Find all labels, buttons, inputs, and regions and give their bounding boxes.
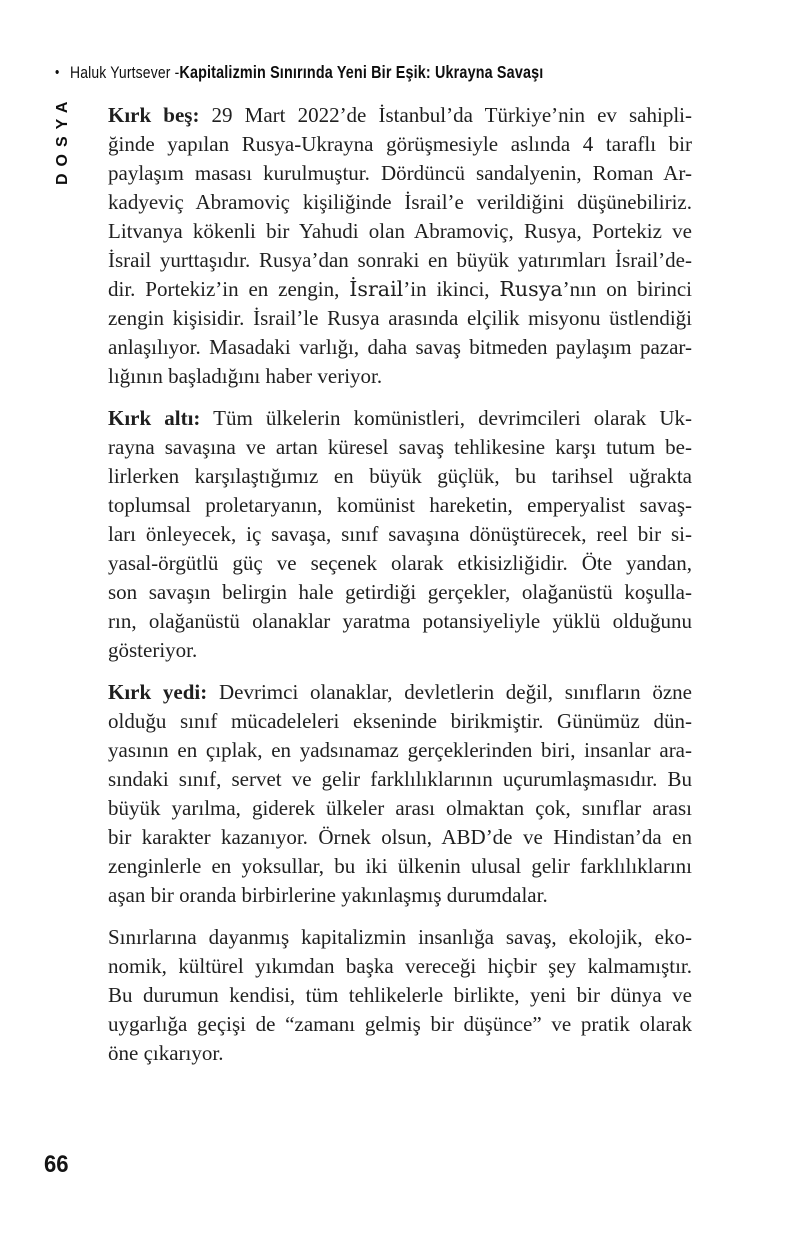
text-line: ları önleyecek, iç savaşa, sınıf savaşına dönüştürecek, reel bir si- <box>108 522 692 546</box>
text-line: Kırk beş: 29 Mart 2022’de İstanbul’da Türkiye’nin ev sahipli- <box>108 103 692 127</box>
text-line: Bu durumun kendisi, tüm tehlikelerle birlikte, yeni bir dünya ve <box>108 983 692 1007</box>
body-text <box>108 101 692 1081</box>
text-line: anlaşılıyor. Masadaki varlığı, daha savaş bitmeden paylaşım pazar- <box>108 335 692 359</box>
text-line: lirlerken karşılaştığımız en büyük güçlük, bu tarihsel uğrakta <box>108 464 692 488</box>
paragraph <box>108 404 692 665</box>
paragraph <box>108 101 692 391</box>
text-line: rın, olağanüstü olanaklar yaratma potansiyeliyle yüklü olduğunu <box>108 609 692 633</box>
text-line: yasal-örgütlü güç ve seçenek olarak etkisizliğidir. Öte yandan, <box>108 551 692 575</box>
text-line: zenginlerle en yoksullar, bu iki ülkenin ulusal gelir farklılıklarını <box>108 854 692 878</box>
text-line: Sınırlarına dayanmış kapitalizmin insanlığa savaş, ekolojik, eko- <box>108 925 692 949</box>
text-line: yasının en çıplak, en yadsınamaz gerçeklerinden biri, insanlar ara- <box>108 738 692 762</box>
page-number: 66 <box>44 1151 69 1178</box>
text-line: bir karakter kazanıyor. Örnek olsun, ABD’de ve Hindistan’da en <box>108 825 692 849</box>
bullet-icon: • <box>55 64 60 81</box>
text-line: İsrail yurttaşıdır. Rusya’dan sonraki en büyük yatırımları İsrail’de- <box>108 248 692 272</box>
text-line: gösteriyor. <box>108 638 198 662</box>
section-label-vertical: DOSYA <box>54 94 71 185</box>
text-line: paylaşım masası kurulmuştur. Dördüncü sandalyenin, Roman Ar- <box>108 161 692 185</box>
text-line: uygarlığa geçişi de “zamanı gelmiş bir düşünce” ve pratik olarak <box>108 1012 692 1036</box>
paragraph <box>108 678 692 910</box>
text-line: lığının başladığını haber veriyor. <box>108 364 383 388</box>
text-line: sındaki sınıf, servet ve gelir farklılıklarının uçurumlaşmasıdır. Bu <box>108 767 692 791</box>
text-line: ğinde yapılan Rusya-Ukrayna görüşmesiyle aslında 4 taraflı bir <box>108 132 692 156</box>
text-line: öne çıkarıyor. <box>108 1041 224 1065</box>
running-header <box>55 62 543 83</box>
text-line: Kırk altı: Tüm ülkelerin komünistleri, devrimcileri olarak Uk- <box>108 406 692 430</box>
text-line: Kırk yedi: Devrimci olanaklar, devletlerin değil, sınıfların özne <box>108 680 692 704</box>
text-line: dir. Portekiz’in en zengin, İsrail’in ikinci, Rusya’nın on birinci <box>108 277 693 301</box>
text-line: kadyeviç Abramoviç kişiliğinde İsrail’e verildiğini düşünebiliriz. <box>108 190 692 214</box>
text-line: nomik, kültürel yıkımdan başka vereceği hiçbir şey kalmamıştır. <box>108 954 692 978</box>
header-author: Haluk Yurtsever - <box>69 62 180 82</box>
text-line: aşan bir oranda birbirlerine yakınlaşmış durumdalar. <box>108 883 548 907</box>
paragraph <box>108 923 692 1068</box>
text-line: büyük yarılma, giderek ülkeler arası olmaktan çok, sınıflar arası <box>108 796 692 820</box>
text-line: zengin kişisidir. İsrail’le Rusya arasında elçilik misyonu üstlendiği <box>108 306 692 330</box>
text-line: son savaşın belirgin hale getirdiği gerçekler, olağanüstü koşulla- <box>108 580 692 604</box>
text-line: Litvanya kökenli bir Yahudi olan Abramoviç, Rusya, Portekiz ve <box>108 219 692 243</box>
header-book-title: Kapitalizmin Sınırında Yeni Bir Eşik: Ukrayna Savaşı <box>179 62 544 82</box>
text-line: toplumsal proletaryanın, komünist hareketin, emperyalist savaş- <box>108 493 692 517</box>
text-line: rayna savaşına ve artan küresel savaş tehlikesine karşı tutum be- <box>108 435 692 459</box>
text-line: olduğu sınıf mücadeleleri ekseninde birikmiştir. Günümüz dün- <box>108 709 692 733</box>
